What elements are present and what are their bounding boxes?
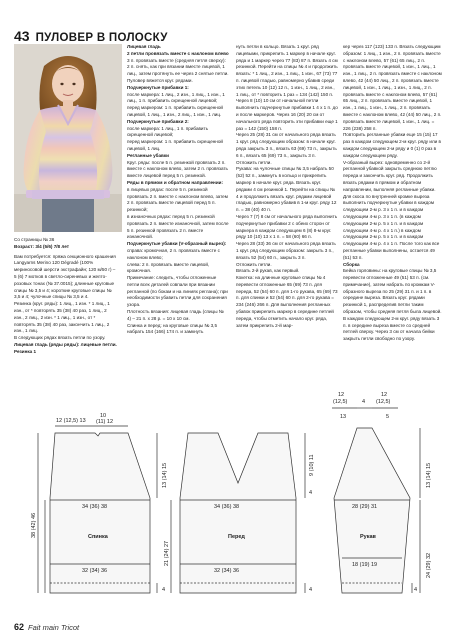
c3-p1: Через 8 (10) 10 см от начальной петли выполнить подчеркнутые прибавки 1 4 х 1 п. до и после маркеров. Через 16 (20) 20 см от начального ряда повторить эти прибавки еще 1 раз = 142 (150) 158 п.: [236, 98, 338, 131]
front-label: Перед: [228, 534, 245, 540]
c2-p14: в изнаночных рядах: перед 5 п. резинкой провязать 2 п. вместе изнаночной, затем после 5 п. резинкой провязать 2 п. вместе изнаночной.: [127, 213, 229, 240]
c2-p1: 2 петли провязать вместе с наклоном влево: [127, 50, 229, 56]
materials-paragraph: Вам потребуется: пряжа секционного крашения Langyarns Merino 120 Dégradé (100% мериносовой шерсти экстрафайн; 120 м/50 г) – 5 (6) 7 мотков в светло-сиреневых и желто-розовых тонах (№ 37.0015); длинные круговые спицы № 3,5 и 4; короткие круговые спицы № 3,5 и 4; чулочные спицы № 3,5 и 4.: [14, 253, 116, 300]
sleeve-label: Рукав: [360, 534, 376, 540]
pattern-title: ПУЛОВЕР В ПОЛОСКУ: [35, 32, 168, 44]
rib-1-heading: Резинка 1: [14, 348, 37, 354]
model-photo: [14, 44, 122, 232]
c2-p0: Лицевая гладь: [127, 44, 161, 49]
sleeve-top-c-sub: (12,5): [376, 399, 391, 405]
pattern-number: 43: [14, 28, 30, 44]
back-right-upper: 13 (14) 15: [162, 462, 168, 488]
back-label: Спинка: [88, 534, 108, 540]
page-number: 62: [14, 622, 25, 632]
sleeve-top-c: 12: [381, 392, 388, 398]
photo-caption-age: Возраст: 3/4 (5/6) 7/8 лет: [14, 243, 69, 249]
sleeve-right-lower: 24 (29) 32: [426, 552, 432, 578]
c2-p2: 3 п. провязать вместе (средняя петля сверху): 2 п. снять, как при вязании вместе лицевой, 1 лиц., затем протянуть ее через 2 снятые петли.: [127, 57, 229, 77]
c3-p2: Через 25 (28) 31 см от начального ряда вязать 1 круг. ряд следующим образом: в начале круг. ряда закрыть 3 п., вязать 63 (69) 73 п., закрыть 6 п., вязать 65 (69) 73 п., закрыть 3 п.: [236, 132, 337, 158]
pattern-schematics: [0, 388, 453, 613]
front-bottom-width: 32 (34) 36: [214, 568, 240, 574]
sleeve-right-upper: 13 (14) 15: [426, 462, 432, 488]
c2-p15: Подчеркнутые убавки (V-образный вырез):: [127, 241, 227, 247]
c3-p3: Отложить петли.: [236, 159, 272, 165]
front-mid-width: 34 (36) 38: [214, 504, 240, 510]
c3-p9: Кокетка: на длинные круговые спицы № 4 перевести отложенные 65 (69) 73 п. для переда, 52 (54) 60 п. для 1-го рукава, 65 (69) 73 п. для спинки и 52 (54) 60 п. для 2-го рукава = 234 (246) 266 п. Для выполнения регланных убавок прикрепить маркер в середине петлей переда, чтобы отметить начало круг. ряда, затем прикрепить 2-й мар-: [236, 275, 338, 328]
text-column-4: [343, 44, 443, 389]
rib-paragraph: Резинка (круг. ряды): 1 лиц., 1 изн. * 1 лиц., 1 изн., от * повторять 35 (38) 40 раз, 1 лиц., 2 изн., 2 лиц., 2 изн. * 1 лиц., 1 изн., от * повторять 35 (38) 40 раз, закончить 1 лиц., 2 изн., 1 лиц.: [14, 301, 110, 334]
c2-p11: Круг. ряды: после 5 п. резинкой провязать 2 п. вместе с наклоном влево, затем 2 п. провязать вместе лицевой перед 5 п. резинкой.: [127, 159, 228, 179]
sleeve-top-a-sub: (12,5): [333, 399, 348, 405]
text-column-3: [236, 44, 338, 389]
c2-p8: после маркера: 1 лиц., 1 п. прибавить скрещенной лицевой;: [127, 125, 208, 138]
text-column-1: [14, 237, 117, 387]
c4-p5: Бейка горловины: на круговые спицы № 3,5 перевести отложенные 49 (51) 53 п. (см. примечание), затем набрать по кромкам V-образного выреза по 25 (29) 31 п. и 1 п. в середине выреза. Вязать круг. рядами резинкой 1, распределив петли таким образом, чтобы средняя петля была лицевой. В каждом следующем 2-м круг. ряду вязать 3 п. в середине выреза вместе со средней петлей сверху. Через 3 см от начала бейки закрыть петли свободно по узору.: [343, 268, 442, 342]
c3-p4: Рукава: на чулочные спицы № 3,5 набрать 50 (52) 52 п., замкнуть в кольцо и прикрепить маркер в начале круг. ряда. Вязать круг. рядами 4 см резинкой 1. Перейти на спицы № 4 и продолжить вязать круг. рядами лицевой гладью, равномерно убавив в 1-м круг. ряду 12 п. = 38 (40) 40 п.: [236, 166, 337, 213]
schematic-drawing: [0, 388, 453, 613]
c2-p12: Ряды в прямом и обратном направлении:: [127, 179, 223, 185]
front-left-lower: 21 (24) 27: [164, 540, 170, 566]
back-top-middle: 10: [100, 413, 107, 419]
sleeve-bottom-h: 4: [414, 587, 418, 593]
back-mid-width: 34 (36) 38: [82, 504, 108, 510]
c4-p4: Сборка: [343, 261, 360, 267]
sleeve-top-b: 4: [362, 399, 366, 405]
sleeve-mid-width: 13: [340, 414, 347, 420]
c2-p19: Плотность вязания: лицевая гладь (спицы № 4) – 21 п. х 28 р. = 10 х 10 см.: [127, 309, 224, 321]
c2-p6: перед маркером: 1 п. прибавить скрещенной лицевой, 1 лиц., 1 изн., 2 лиц., 1 изн., 1 лиц.: [127, 105, 223, 117]
back-top-middle-sub: (11) 12: [96, 419, 114, 425]
c4-p0: кер через 117 (123) 133 п. Вязать следующим образом: 1 лиц., 1 изн., 2 п. провязать вместе с наклоном влево, 57 (61) 65 лиц., 2 п. провязать вместе лицевой, 1 изн., 1 лиц., 1 изн., 1 лиц., 2 п. провязать вместе с наклоном влево, 42 (44) 50 лиц., 2 п. провязать вместе лицевой, 1 изн., 1 лиц., 1 изн., 1 лиц., 2 п. провязать вместе с наклоном влево, 57 (61) 65 лиц., 2 п. провязать вместе лицевой, 1 изн., 1 лиц., 1 изн., 1 лиц., 2 п. провязать вместе с наклоном влево, 42 (44) 50 лиц., 2 п. провязать вместе лицевой, 1 изн., 1 лиц. = 226 (238) 258 п.: [343, 44, 442, 131]
c2-p5: после маркера: 1 лиц., 2 изн., 1 лиц., 1 изн., 1 лиц., 1 п. прибавить скрещенной лицевой;: [127, 91, 225, 104]
c3-p5: Через 7 (7) 8 см от начального ряда выполнить подчеркнутые прибавки 2 с обеих сторон от маркера в каждом следующем 6 (8) 8-м круг. ряду 10 (10) 13 х 1 п. = 58 (60) 66 п.: [236, 213, 338, 240]
front-right-upper-a: 9 (10) 11: [309, 454, 315, 476]
c2-p17: слева: 2 п. провязать вместе лицевой, кромочная.: [127, 261, 210, 274]
pattern-note-paragraph: В следующих рядах вязать петли по узору.: [14, 335, 106, 341]
model-photo-illustration: [14, 44, 122, 232]
front-right-upper-b: 4: [309, 490, 313, 496]
c2-p4: Подчеркнутые прибавки 1:: [127, 84, 189, 90]
stockinette-paragraph: Лицевая гладь (ряды ряды): лицевые петли.: [14, 341, 117, 347]
magazine-name: Fait main Tricot: [28, 623, 80, 632]
c3-p0: нуть петли в кольцо. Вязать 1 круг. ряд лицевыми, прикрепить 1 маркер в начале круг. ряда и 1 маркер через 77 (83) 87 п. Вязать 4 см резинкой. Перейти на спицы № 4 и продолжить вязать: * 1 лиц., 2 изн., 1 лиц., 1 изн., 67 (73) 77 п. лицевой гладью, равномерно убавив среди этих петель 10 (12) 12 п., 1 изн., 1 лиц., 2 изн., 1 лиц., от * повторить 1 раз = 134 (142) 150 п.: [236, 44, 338, 97]
c2-p9: перед маркером: 1 п. прибавить скрещенной лицевой, 1 лиц.: [127, 139, 223, 151]
c4-p1: Повторить регланные убавки еще 15 (15) 17 раз в каждом следующем 2-м круг. ряду или в каждом следующем 2-м ряду и 0 (1) 0 раз в каждом следующем ряду.: [343, 132, 441, 158]
c3-p6: Через 28 (33) 36 см от начального ряда вязать 1 круг. ряд следующим образом: закрыть 3 п., вязать 52 (54) 60 п., закрыть 3 п.: [236, 241, 336, 260]
photo-caption-source: Со страницы № 36: [14, 237, 55, 242]
c3-p7: Отложить петли.: [236, 261, 272, 267]
c4-p3: Для скоса по внутренней кромке выреза выполнить подчеркнутые убавки в каждом следующем 2-м р. 3 х 1 п. и в каждом следующем 4-м р. 3 х 1 п. (в каждом следующем 2-м р. 5 х 1 п. и в каждом следующем 4-м р. 4 х 1 п.) в каждом следующем 2-м р. 5 х 1 п. и в каждом следующем 4-м р. 4 х 1 п. После того как все регланные убавки выполнены, остается 49 (51) 53 п.: [343, 193, 440, 260]
c2-p16: справа: кромочная, 2 п. провязать вместе с наклоном влево;: [127, 247, 220, 260]
back-top-left: 12 (12,5) 13: [56, 418, 86, 424]
sleeve-mid-width-b: 5: [386, 414, 390, 420]
front-bottom-h: 4: [309, 587, 313, 593]
c4-p2: V-образный вырез: одновременно со 2-й регланной убавкой закрыть среднюю петлю переда и закончить круг. ряд. Продолжить вязать рядами в прямом и обратном направлении, выполняя регланные убавки.: [343, 159, 437, 192]
text-column-2: [127, 44, 229, 389]
sleeve-outline: [334, 428, 410, 593]
back-bottom-width: 32 (34) 36: [82, 568, 108, 574]
c3-p8: Вязать 2-й рукав, как первый.: [236, 268, 300, 274]
pattern-header: [14, 28, 168, 44]
c2-p7: Подчеркнутые прибавки 2:: [127, 118, 189, 124]
c2-p18: Примечание: следить, чтобы отложенные петли всех деталей совпали при вязании регланной (по бокам и на линиях реглана); при необходимости убавить петли для сохранения узора.: [127, 275, 228, 308]
back-bottom-h: 4: [162, 587, 166, 593]
sleeve-upper-width: 28 (29) 31: [352, 504, 378, 510]
sleeve-top-a: 12: [338, 392, 345, 398]
c2-p20: Спинка и перед: на круговые спицы № 3,5 набрать 154 (166) 174 п. и замкнуть: [127, 322, 218, 335]
back-left-total: 38 (42) 46: [31, 512, 37, 538]
sleeve-bottom-width: 18 (19) 19: [352, 562, 378, 568]
c2-p13: в лицевых рядах: после 5 п. резинкой провязать 2 п. вместе с наклоном влево, затем 2 п. провязать вместе лицевой перед 5 п. резинкой;: [127, 186, 228, 213]
c2-p3: Пуловер вяжется круг. рядами.: [127, 77, 193, 83]
c2-p10: Регланные убавки: [127, 152, 169, 158]
page-footer: [14, 622, 79, 632]
